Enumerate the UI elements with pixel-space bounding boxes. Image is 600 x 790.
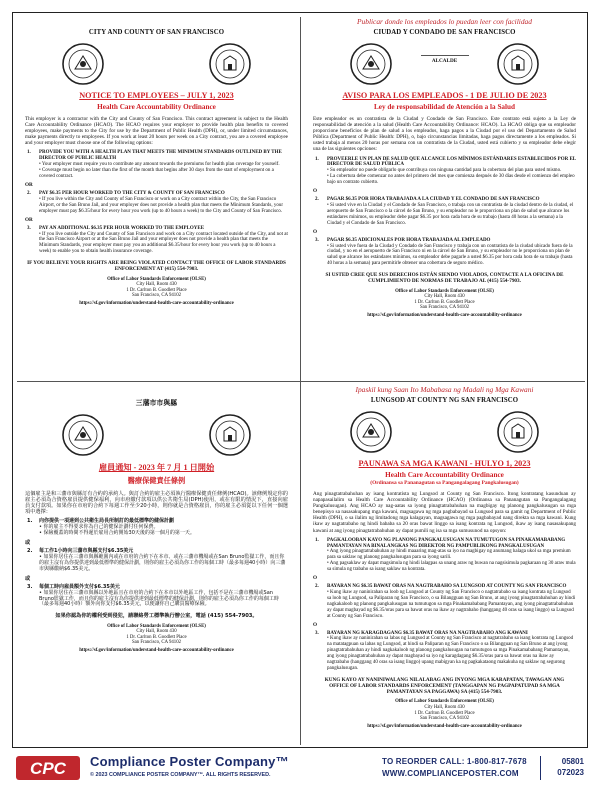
option-2: 2. BAYARAN NG $6.35 BAWAT ORAS NA NAGTRABAHO SA LUNGSOD AT COUNTY NG SAN FRANCISCO • Kung ikaw ay naninirahan sa loob ng Lungsod at County ng San Francisco o nagtatrabaho sa isang kontrata ng Lungsod sa loob ng Lungsod, sa Paliparan ng San Francisco, o sa Bilangguan ng San Bruno, at ang iyong pinagtatrabahuhan ay hindi nagkakaloob ng planong pangkalusugan na tumutugon sa mga Pinakamababang Pamantayan, ang iyong pinagtatrabahuhan ay dapat magbayad ng $6.35/oras para sa bawat oras na ikaw ay nagtrabaho (hanggang 40 oras sa isang linggo) sa Lungsod at County ng San Francisco. [315, 584, 576, 619]
or-separator: O [313, 188, 318, 195]
codes-divider [540, 756, 541, 780]
info-link[interactable]: https://sf.gov/information/understand-health-care-accountability-ordinance [367, 312, 522, 318]
notice-subtitle: Ley de responsabilidad de Atención a la Salud [373, 103, 516, 111]
office-address: Office of Labor Standards Enforcement (OLSE) City Hall, Room 430 1 Dr. Carlton B. Goodlett Place San Francisco, CA 94102 https://sf.gov/information/understand-health-care-accountability-ordinance [17, 277, 296, 307]
posting-tagline: Publicar donde los empleados lo puedan leer con facilidad [357, 17, 532, 26]
poster-codes [557, 756, 584, 778]
seals-row [17, 413, 296, 459]
options-list [25, 519, 288, 608]
posting-tagline: Ipaskil kung Saan Ito Mababasa ng Madali ng Mga Kawani [355, 385, 534, 394]
website-link[interactable]: WWW.COMPLIANCEPOSTER.COM [382, 769, 519, 778]
intro-paragraph: Ang pinagtatrabahuhan ay isang kontratista ng Lungsod at County ng San Francisco. Itong kontratang kasunduan ay napapasailalim sa Health Care Accountability Ordinance (HCAO) (Ordinansa sa Pananagutan sa Pangangalagang Pangkalusugan). Ang HCAO ay nag-aatas sa iyong pinagtatrabahuhan na magbigay ng planong pangkalusugan sa mga benepisyo sa nasasakupang mga kawani, magsagawa ng mga pagbabayad sa Lungsod para sa gamit ng Department of Public Health (DPH), o sa ilalim ng limitadong mga kalagayan, magsagawa ng mga pagbabayad nang direkta sa mga kawani. Kung ikaw ay nagtatrabaho ng hindi bababa sa 20 oras bawat linggo sa isang kontrata ng Lungsod, ikaw ay isang nasasakupang kawani at ang iyong pinagtatrabahuhan ay dapat pumili ng isa sa mga sumusunod na opsyon: [313, 491, 576, 534]
poster [12, 12, 588, 748]
city-seal-icon [61, 413, 105, 457]
info-link[interactable]: https://sf.gov/information/understand-health-care-accountability-ordinance [367, 723, 522, 729]
contact-statement: IF YOU BELIEVE YOUR RIGHTS ARE BEING VIOLATED CONTACT THE OFFICE OF LABOR STANDARDS ENFORCEMENT AT (415) 554-7903. [27, 260, 286, 273]
city-seal-icon [61, 42, 105, 86]
mayor-seal-icon [496, 410, 540, 454]
or-separator: O [313, 621, 318, 628]
or-separator: 或 [25, 540, 31, 547]
office-address: Office of Labor Standards Enforcement (OLSE) City Hall, Room 430 1 Dr. Carlton B. Goodlett Place San Francisco, CA 94102 https://sf.gov/information/understand-health-care-accountability-ordinance [305, 699, 584, 729]
brand-name: Compliance Poster Company™ [90, 754, 289, 769]
notice-title: PAUNAWA SA MGA KAWANI - HULYO 1, 2023 [358, 459, 531, 468]
official-block [415, 48, 474, 64]
notice-title: 雇員通知 - 2023 年 7 月 1 日開始 [98, 463, 215, 472]
option-2: 2. 每工作1小時向三藩市與縣支付$6.35美元 • 如果你居住在三藩市與縣範圍內或在市府的合約下在本市、或在三藩市機場或在San Bruno監獄工作，而且你的雇主沒有為你提供達到最低標準的健保計劃，則你的雇主必須為你工作的每個工時（最多每週40小時）向三藩市與縣繳納$6.35美元。 [27, 548, 286, 572]
option-2: 2. PAGAR $6.35 POR HORA TRABAJADA A LA CIUDAD Y EL CONDADO DE SAN FRANCISCO • Si usted vive en la Ciudad y el Condado de San Francisco, o trabaja con un contratista de la ciudad dentro de la ciudad, el aeropuerto de San Francisco o la cárcel de San Bruno, y su empleador no le proporciona un plan de salud que alcance los estándares mínimos, su empleador debe pagar $6.35 por hora cada hora de su trabajo (hasta 40 horas a la semana) a la Ciudad y el Condado de San Francisco. [315, 197, 574, 226]
option-3: 3. PAGAR $6.35 ADICIONALES POR HORA TRABAJADA AL EMPLEADO • Si usted vive fuera de la Ciudad y Condado de San Francisco y trabaja con un contratista de la ciudad ubicado fuera de la ciudad, y no en el aeropuerto de San Francisco ni en la cárcel de San Bruno, y su empleador no le proporciona un plan de salud que alcance los estándares mínimos, su empleador debe pagarle a usted $6.35 por hora cada hora de su trabajo (hasta 40 horas a la semana) para permitirle obtener una cobertura de seguro médico. [315, 237, 573, 267]
info-link[interactable]: https://sf.gov/information/understand-health-care-accountability-ordinance [79, 647, 234, 653]
or-separator: O [313, 228, 318, 235]
contact-statement: 如果你認為你的權利受到侵犯，請聯絡勞工標準執行辦公室，電話 (415) 554-7903。 [55, 613, 258, 620]
city-name: 三藩市市與縣 [135, 400, 178, 407]
intro-paragraph: Este empleador es un contratista de la Ciudad y Condado de San Francisco. Este contrato está sujeto a la Ley de responsabilidad de atención a la salud (Health Care Accountability Ordinance: HCAO). La HCAO obliga que su empleador proporcione beneficios de plan de salud a los empleados, haga pagos a la Ciudad por el uso del Departamento de Salud Pública (Department of Public Health: DPH), o, bajo circunstancias limitadas, haga pagos directamente a los empleados. Si usted trabaja al menos 20 horas por semana con un contratista de la Ciudad, usted está cubierto y su empleador debe elegir una de las siguientes opciones: [313, 116, 576, 153]
cpc-logo-icon [16, 756, 80, 780]
official-title: ALCALDE [431, 58, 458, 64]
notice-subtitle: 醫療保健責任條例 [127, 477, 186, 485]
city-name: CIUDAD Y CONDADO DE SAN FRANCISCO [373, 29, 516, 36]
notice-subtitle-translation: (Ordinansa sa Pananagutan sa Pangangalagang Pangkalusugan) [370, 480, 519, 486]
english-notice [17, 17, 296, 377]
or-separator: OR [25, 216, 33, 223]
option-3: 3. PAY AN ADDITIONAL $6.35 PER HOUR WORKED TO THE EMPLOYEE • If you live outside the City and County of San Francisco and work on a City contract located outside of the City, and not at the San Francisco Airport or at the San Bruno Jail and your employer does not provide a health plan that meets the Minimum Standards, your employer must pay you an additional $6.35/hour for every hour you work (up to 40 hours a week) to enable you to obtain health insurance coverage. [27, 225, 288, 255]
notice-subtitle: Health Care Accountability Ordinance [385, 471, 504, 479]
option-2: 2. PAY $6.35 PER HOUR WORKED TO THE CITY & COUNTY OF SAN FRANCISCO • If you live within the City and County of San Francisco or work on a City contract within the City, the San Francisco Airport, or the San Bruno Jail, and your employer does not provide a health plan that meets the Minimum Standards, your employer must pay $6.35/hour for every hour you work (up to 40 hours a week) to the City and County of San Francisco. [27, 191, 283, 214]
contact-statement: SI USTED CREE QUE SUS DERECHOS ESTÁN SIENDO VIOLADOS, CONTACTE A LA OFICINA DE CUMPLIMIENTO DE NORMAS DE TRABAJO AL (415) 554-7903. [325, 272, 564, 285]
cpc-logo-text: CPC [30, 759, 66, 778]
chinese-notice [17, 385, 296, 745]
or-separator: OR [25, 182, 33, 188]
option-1: 1. PROVEERLE UN PLAN DE SALUD QUE ALCANCE LOS MÍNIMOS ESTÁNDARES ESTABLECIDOS POR EL DIRECTOR DE SALUD PÚBLICA • Su empleador no puede obligarlo que contribuya con ninguna cantidad para la cobertura del plan para usted mismo. • La cobertura debe comenzar no antes del primero del mes que comienza después de 30 días desde el comienzo del empleo bajo un contrato cubierto. [315, 156, 576, 186]
intro-paragraph: This employer is a contractor with the City and County of San Francisco. This contract agreement is subject to the Health Care Accountability Ordinance (HCAO). The HCAO requires your employer to provide health plan benefits to covered employees, make payments to the City for use by the Department of Public Health (DPH), or, under limited circumstances, make payments directly to employees. If you work at least 20 hours per week on a City contract, you are a covered employee and your employer must choose one of the following options: [25, 116, 288, 147]
signature-line [421, 48, 469, 56]
spanish-notice [305, 17, 584, 377]
city-seal-icon [349, 410, 393, 454]
horizontal-divider [17, 381, 585, 382]
notice-subtitle: Health Care Accountability Ordinance [97, 103, 216, 111]
seals-row [305, 410, 584, 456]
city-name: CITY AND COUNTY OF SAN FRANCISCO [88, 29, 225, 36]
copyright: © 2023 COMPLIANCE POSTER COMPANY™. ALL RIGHTS RESERVED. [90, 772, 271, 778]
reorder-phone[interactable]: TO REORDER CALL: 1-800-817-7678 [382, 757, 527, 766]
options-list [313, 157, 576, 268]
option-1: 1. PAGKALOOBAN KAYO NG PLANONG PANGKALUSUGAN NA TUMUTUGON SA PINAKAMABABANG PAMANTAYAN NA BINALANGKAS NG DIREKTOR NG PAMPUBLIKONG PANGKALUSUGAN • Ang iyong pinagtatrabahuhan ay hindi maaaring mag-atas sa iyo na magbigay ng anumang halaga ukol sa mga premium para sa saklaw ng planong pangkalusugan para sa iyong sarili. • Ang pagsaklaw ay dapat magsimula ng hindi lalagpas sa unang araw ng buwan na nagsisimula pagkaraan ng 30 araw mula sa simula ng trabaho sa isang saklaw na kontrata. [315, 537, 576, 573]
mayor-seal-icon [208, 42, 252, 86]
tagalog-notice [305, 385, 584, 745]
option-3: 3. 每個工時向雇員額外支付$6.35美元 • 如果你居住在三藩市與縣以外地區且在市府的合約下在本市以外地區工作，包括不是在三藩市機場或San Bruno監獄工作，而且你的雇主沒有為你提供達到最低標準的健保計劃，則你的雇主必須為你工作的每個工時（最多每週40小時）額外向你支付$6.35美元，以便讓你自己購買醫療保險。 [27, 583, 279, 608]
poster-code: 05801 [561, 757, 584, 766]
poster-footer [12, 752, 588, 786]
option-3: 3. BAYARAN NG KARAGDAGANG $6.35 BAWAT ORAS NA NAGTRABAHO ANG KAWANI • Kung ikaw ay naninirahan sa labas ng Lungsod at County ng San Francisco at nagtatrabaho sa isang kontrata ng Lungsod na matatagpuan sa labas ng Lungsod, at hindi sa Paliparan ng San Francisco o sa Bilangguan ng San Bruno at ang iyong pinagtatrabahuhan ay hindi nagkakaloob ng planong pangkalusugan na tumutugon sa mga Pinakamababang Pamantayan, ang iyong pinagtatrabahuhan ay dapat magbayad sa iyo ng karagdagang $6.35/oras para sa bawat oras na ikaw ay nagtrabaho (hanggang 40 oras sa isang linggo) upang mabigyan ka ng pagkakataong makakuha ng saklaw ng segurong pangkalusugan. [315, 630, 574, 671]
city-name: LUNGSOD AT COUNTY NG SAN FRANCISCO [370, 397, 519, 404]
option-1: 1. PROVIDE YOU WITH A HEALTH PLAN THAT MEETS THE MINIMUM STANDARDS OUTLINED BY THE DIRECTOR OF PUBLIC HEALTH • Your employer must require you to contribute any amount towards the premiums for health plan coverage for yourself. • Coverage must begin no later than the first of the month that begins after 30 days from the start of employment on a covered contract. [27, 150, 282, 180]
option-1: 1. 向你提供一項達到公共衛生局長所制訂的最低標準的健保計劃 • 你的雇主不得要求你為自己的健保計劃付任何保費。 • 保險覆蓋的時間不得遲於雇用合約開始30天後的第一個月的第一天。 [27, 518, 195, 537]
contact-statement: KUNG KAYO AY NANINIWALANG NILALABAG ANG INYONG MGA KARAPATAN, TAWAGAN ANG OFFICE OF LABOR STANDARDS ENFORCEMENT (TANGGAPAN NG PAGPAPATUPAD SA MGA PAMANTAYAN SA PAGGAWA) SA (415) 554-7903. [324, 676, 565, 696]
office-address: Office of Labor Standards Enforcement (OLSE) City Hall, Room 430 1 Dr. Carlton B. Goodlett Place San Francisco, CA 94102 https://sf.gov/information/understand-health-care-accountability-ordinance [17, 624, 296, 654]
city-seal-icon [349, 42, 393, 86]
seals-row [305, 42, 584, 88]
office-address: Office of Labor Standards Enforcement (OLSE) City Hall, Room 430 1 Dr. Carlton B. Goodlett Place San Francisco, CA 94102 https://sf.gov/information/understand-health-care-accountability-ordinance [305, 289, 584, 319]
or-separator: O [313, 575, 318, 582]
intro-paragraph: 這個雇主是和三藩市與縣訂有合約的承約人。與訂合約的雇主必須執行醫療保健責任條例(HCAO)。該條例規定你的雇主必須為合資格雇員提供健保福利，向市府繳付款項以供公共衛生局(DPH)使用，或在有限的情況下，直接向雇員支付款項。如果你在市府的合約下每週工作至少20小時，則你就是合資格雇員，你的雇主必須從以下任何一個選項中選擇： [25, 491, 288, 516]
notice-title: NOTICE TO EMPLOYEES – JULY 1, 2023 [79, 91, 234, 100]
or-separator: 或 [25, 575, 31, 582]
mayor-seal-icon [496, 42, 540, 86]
options-list [313, 538, 576, 672]
mayor-seal-icon [208, 413, 252, 457]
options-list [25, 150, 288, 255]
notice-title: AVISO PARA LOS EMPLEADOS - 1 DE JULIO DE 2023 [342, 91, 547, 100]
seals-row [17, 42, 296, 88]
revision-code: 072023 [557, 768, 584, 777]
info-link[interactable]: https://sf.gov/information/understand-health-care-accountability-ordinance [79, 300, 234, 306]
